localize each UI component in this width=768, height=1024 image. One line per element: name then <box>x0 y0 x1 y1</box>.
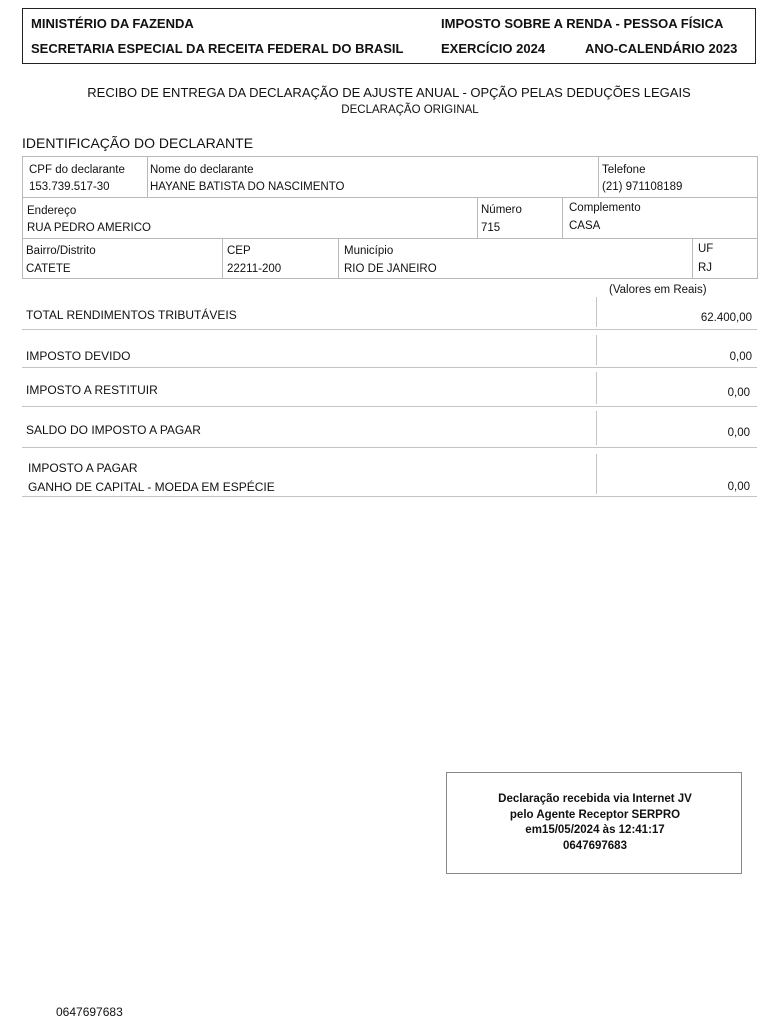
document-subtitle: DECLARAÇÃO ORIGINAL <box>341 104 479 116</box>
values-divider <box>596 297 597 327</box>
number-label: Número <box>481 204 522 216</box>
tax-balance-value: 0,00 <box>727 427 750 439</box>
values-unit-note: (Valores em Reais) <box>609 284 707 296</box>
tax-due-value: 0,00 <box>729 351 752 363</box>
state-value: RJ <box>698 262 713 274</box>
name-value: HAYANE BATISTA DO NASCIMENTO <box>150 181 345 193</box>
capital-gain-value: 0,00 <box>727 481 750 493</box>
cpf-label: CPF do declarante <box>29 164 125 176</box>
capital-gain-label-line2: GANHO DE CAPITAL - MOEDA EM ESPÉCIE <box>28 480 275 494</box>
document-title: RECIBO DE ENTREGA DA DECLARAÇÃO DE AJUSTE ANUAL - OPÇÃO PELAS DEDUÇÕES LEGAIS <box>87 85 691 100</box>
district-label: Bairro/Distrito <box>26 245 96 257</box>
city-label: Município <box>344 245 394 257</box>
city-value: RIO DE JANEIRO <box>344 263 437 275</box>
row-separator <box>22 329 757 330</box>
identification-section-title: IDENTIFICAÇÃO DO DECLARANTE <box>22 135 254 151</box>
total-taxable-income-value: 62.400,00 <box>700 312 752 324</box>
receipt-line-4: 0647697683 <box>563 840 627 852</box>
values-divider <box>596 411 597 445</box>
row-separator <box>22 496 757 497</box>
phone-value: (21) 971108189 <box>602 181 683 193</box>
address-label: Endereço <box>27 205 77 217</box>
capital-gain-label-line1: IMPOSTO A PAGAR <box>28 461 138 475</box>
agency-name: SECRETARIA ESPECIAL DA RECEITA FEDERAL DO BRASIL <box>31 41 404 56</box>
receipt-line-2: pelo Agente Receptor SERPRO <box>509 809 681 821</box>
tax-title: IMPOSTO SOBRE A RENDA - PESSOA FÍSICA <box>441 16 724 31</box>
footer-receipt-code: 0647697683 <box>56 1005 123 1019</box>
row-separator <box>22 367 757 368</box>
tax-balance-label: SALDO DO IMPOSTO A PAGAR <box>26 423 201 437</box>
complement-label: Complemento <box>569 202 641 214</box>
row-separator <box>22 447 757 448</box>
exercise-year: EXERCÍCIO 2024 <box>441 41 546 56</box>
address-value: RUA PEDRO AMERICO <box>27 222 151 234</box>
district-value: CATETE <box>26 263 71 275</box>
name-label: Nome do declarante <box>150 164 254 176</box>
values-divider <box>596 372 597 404</box>
complement-value: CASA <box>569 220 601 232</box>
tax-due-label: IMPOSTO DEVIDO <box>26 349 131 363</box>
values-divider <box>596 335 597 365</box>
total-taxable-income-label: TOTAL RENDIMENTOS TRIBUTÁVEIS <box>26 308 237 322</box>
base-year: ANO-CALENDÁRIO 2023 <box>585 41 738 56</box>
receipt-box <box>446 772 742 874</box>
state-label: UF <box>698 243 714 255</box>
phone-label: Telefone <box>602 164 646 176</box>
tax-refund-label: IMPOSTO A RESTITUIR <box>26 383 158 397</box>
number-value: 715 <box>481 222 501 234</box>
receipt-line-1: Declaração recebida via Internet JV <box>498 793 692 805</box>
cpf-value: 153.739.517-30 <box>29 181 110 193</box>
row-separator <box>22 406 757 407</box>
zip-label: CEP <box>227 245 251 257</box>
tax-refund-value: 0,00 <box>727 387 750 399</box>
values-divider <box>596 454 597 494</box>
zip-value: 22211-200 <box>227 263 282 275</box>
receipt-line-3: em15/05/2024 às 12:41:17 <box>525 824 665 836</box>
ministry-name: MINISTÉRIO DA FAZENDA <box>31 16 194 31</box>
